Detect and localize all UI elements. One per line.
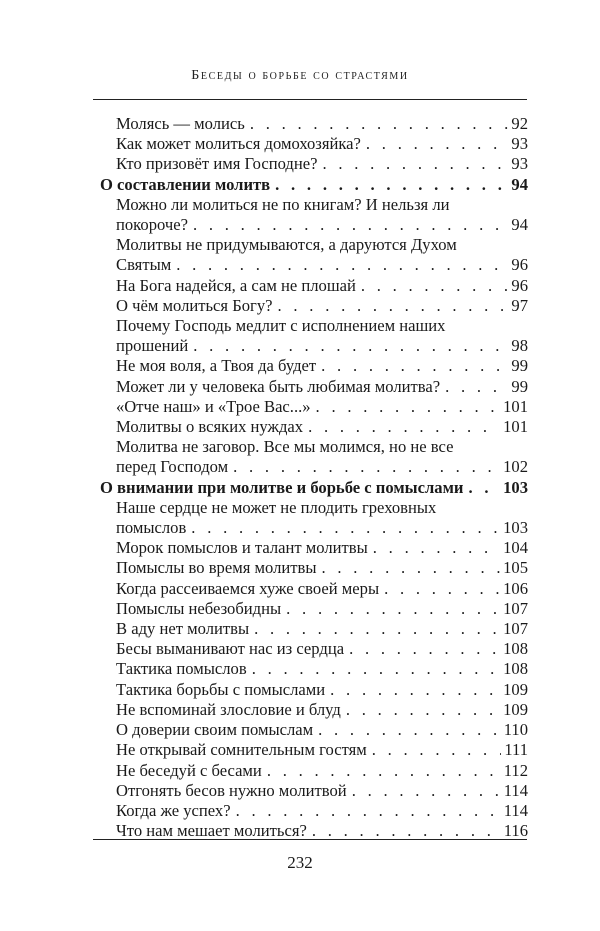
toc-entry-title: Святым	[116, 255, 172, 275]
toc-section	[100, 478, 528, 498]
toc-page-number: 98	[511, 336, 528, 356]
toc-entry-row	[116, 356, 528, 376]
running-header: Беседы о борьбе со страстями	[191, 68, 409, 83]
toc-page-number: 108	[503, 659, 528, 679]
toc-entry-row	[116, 558, 528, 578]
toc-entry-title-line: Можно ли молиться не по книгам? И нельзя ли	[116, 194, 450, 214]
dot-leader	[176, 255, 508, 275]
toc-page-number: 112	[503, 760, 528, 780]
dot-leader	[373, 538, 500, 558]
toc-page-number: 106	[503, 578, 528, 598]
toc-entry-title-line: Почему Господь медлит с исполнением наших	[116, 316, 446, 336]
toc-entry	[100, 801, 528, 821]
toc-entry	[100, 377, 528, 397]
toc-entry-title: Морок помыслов и талант молитвы	[116, 538, 368, 558]
toc-page-number: 103	[503, 518, 528, 538]
toc-entry-title-line: Наше сердце не может не плодить греховных	[116, 497, 437, 517]
dot-leader	[322, 154, 508, 174]
toc-entry	[100, 154, 528, 174]
toc-entry-row	[116, 276, 528, 296]
toc-entry-title: Не моя воля, а Твоя да будет	[116, 356, 317, 376]
toc-entry	[100, 619, 528, 639]
toc-entry-row	[116, 761, 528, 781]
toc-page-number: 105	[503, 558, 528, 578]
toc-entry-row	[116, 397, 528, 417]
toc-page-number: 111	[504, 740, 528, 760]
toc-entry	[100, 356, 528, 376]
toc-entry	[100, 659, 528, 679]
toc-page-number: 99	[511, 356, 528, 376]
dot-leader	[193, 336, 508, 356]
dot-leader	[193, 215, 508, 235]
toc-entry-title: О чём молиться Богу?	[116, 295, 273, 315]
toc-page-number: 116	[503, 821, 528, 841]
dot-leader	[361, 276, 509, 296]
page-number: 232	[287, 853, 313, 872]
toc-entry	[100, 720, 528, 740]
toc-entry-row	[116, 599, 528, 619]
toc-entry-row	[100, 175, 528, 195]
toc-page-number: 107	[503, 619, 528, 639]
toc-entry	[100, 296, 528, 316]
toc-entry-title: Помыслы небезобидны	[116, 598, 282, 618]
toc-entry-row	[100, 478, 528, 498]
toc-entry-row	[116, 134, 528, 154]
dot-leader	[445, 377, 508, 397]
dot-leader	[275, 175, 508, 195]
toc-entry-title: Что нам мешает молиться?	[116, 821, 307, 841]
toc-entry-title: Как может молиться домохозяйка?	[116, 134, 361, 154]
toc-page-number: 96	[511, 275, 528, 295]
dot-leader	[321, 558, 500, 578]
dot-leader	[346, 700, 500, 720]
toc-page-number: 102	[503, 457, 528, 477]
toc-entry-row	[116, 619, 528, 639]
toc-entry	[100, 114, 528, 134]
toc-entry-title: Не беседуй с бесами	[116, 760, 262, 780]
toc-entry-row	[116, 114, 528, 134]
toc-entry	[100, 134, 528, 154]
toc-page-number: 108	[503, 639, 528, 659]
dot-leader	[372, 740, 502, 760]
toc-entry-title: Тактика борьбы с помыслами	[116, 679, 326, 699]
toc-entry	[100, 276, 528, 296]
toc-entry	[100, 316, 528, 356]
toc-entry-row	[116, 700, 528, 720]
toc-entry-row	[116, 781, 528, 801]
toc-entry-title: Кто призовёт имя Господне?	[116, 154, 318, 174]
dot-leader	[349, 639, 500, 659]
dot-leader	[318, 720, 501, 740]
dot-leader	[236, 801, 501, 821]
toc-entry-row	[116, 417, 528, 437]
toc-entry-title: Когда же успех?	[116, 800, 231, 820]
toc-page-number: 101	[503, 396, 528, 416]
toc-entry-row	[116, 518, 528, 538]
dot-leader	[233, 457, 500, 477]
toc-entry	[100, 740, 528, 760]
toc-entry-title: О доверии своим помыслам	[116, 720, 314, 740]
toc-entry-title: Не открывай сомнительным гостям	[116, 740, 367, 760]
footer-rule	[93, 839, 527, 840]
toc-entry-row	[116, 659, 528, 679]
toc-page-number: 114	[503, 800, 528, 820]
toc-entry	[100, 538, 528, 558]
toc-entry-title: В аду нет молитвы	[116, 619, 250, 639]
toc-entry-row	[116, 639, 528, 659]
toc-page-number: 104	[503, 538, 528, 558]
toc-entry-row	[116, 215, 528, 235]
toc-entry	[100, 680, 528, 700]
toc-page-number: 96	[511, 255, 528, 275]
toc-entry-row	[116, 457, 528, 477]
toc-entry-row	[116, 579, 528, 599]
toc-entry-row	[116, 336, 528, 356]
toc-entry-title: На Бога надейся, а сам не плошай	[116, 275, 356, 295]
dot-leader	[316, 397, 501, 417]
toc-entry-row	[116, 296, 528, 316]
toc-entry-row	[116, 720, 528, 740]
toc-entry-row	[116, 154, 528, 174]
toc-entry	[100, 235, 528, 275]
toc-entry	[100, 195, 528, 235]
dot-leader	[191, 518, 500, 538]
toc-entry	[100, 417, 528, 437]
toc-entry-title: Когда рассеиваемся хуже своей меры	[116, 578, 380, 598]
toc-entry-row	[116, 740, 528, 760]
dot-leader	[252, 659, 500, 679]
toc-page-number: 93	[511, 154, 528, 174]
toc-entry-title: Молясь — молись	[116, 114, 245, 133]
toc-page-number: 103	[503, 477, 528, 497]
dot-leader	[384, 579, 500, 599]
toc-entry	[100, 437, 528, 477]
toc-entry	[100, 761, 528, 781]
dot-leader	[250, 114, 509, 134]
toc-entry-title: О составлении молитв	[100, 174, 271, 194]
toc-entry-title-line: Молитвы не придумываются, а даруются Духом	[116, 235, 457, 255]
toc-entry-title: Помыслы во время молитвы	[116, 558, 317, 578]
toc-entry-title-line: Молитва не заговор. Все мы молимся, но не все	[116, 437, 454, 457]
toc-entry	[100, 639, 528, 659]
toc-page-number: 92	[511, 114, 528, 133]
toc-page-number: 93	[511, 134, 528, 154]
toc-entry	[100, 579, 528, 599]
dot-leader	[468, 478, 500, 498]
toc-page-number: 114	[503, 780, 528, 800]
toc-entry-title: прошений	[116, 336, 189, 356]
toc-entry-title: помыслов	[116, 518, 187, 538]
toc-entry-title: Тактика помыслов	[116, 659, 247, 679]
toc-entry	[100, 700, 528, 720]
toc-page-number: 101	[503, 417, 528, 437]
toc-page-number: 109	[503, 699, 528, 719]
dot-leader	[352, 781, 501, 801]
toc-entry-row	[116, 801, 528, 821]
toc-entry-row	[116, 377, 528, 397]
dot-leader	[330, 680, 500, 700]
toc-page-number: 109	[503, 679, 528, 699]
dot-leader	[366, 134, 509, 154]
dot-leader	[254, 619, 500, 639]
toc-entry	[100, 558, 528, 578]
toc-entry-title: Не вспоминай злословие и блуд	[116, 699, 341, 719]
toc-entry-title: Отгонять бесов нужно молитвой	[116, 780, 347, 800]
dot-leader	[321, 356, 508, 376]
dot-leader	[308, 417, 500, 437]
toc-page-number: 97	[511, 295, 528, 315]
toc-entry	[100, 781, 528, 801]
toc-entry-title: покороче?	[116, 215, 188, 235]
toc-entry-title: Молитвы о всяких нуждах	[116, 417, 304, 437]
toc-page-number: 94	[511, 174, 528, 194]
header-rule	[93, 99, 527, 100]
toc-entry-title: О внимании при молитве и борьбе с помыслами	[100, 477, 464, 497]
toc-entry-row	[116, 538, 528, 558]
dot-leader	[286, 599, 500, 619]
dot-leader	[267, 761, 501, 781]
dot-leader	[278, 296, 509, 316]
toc-entry-title: Может ли у человека быть любимая молитва?	[116, 376, 441, 396]
toc-entry-row	[116, 680, 528, 700]
toc-section	[100, 175, 528, 195]
toc-page-number: 110	[503, 720, 528, 740]
table-of-contents	[100, 114, 528, 841]
toc-entry	[100, 599, 528, 619]
toc-entry	[100, 397, 528, 417]
toc-page-number: 99	[511, 376, 528, 396]
toc-entry-title: перед Господом	[116, 457, 229, 477]
toc-entry-title: «Отче наш» и «Трое Вас...»	[116, 396, 311, 416]
toc-page-number: 107	[503, 598, 528, 618]
toc-page-number: 94	[511, 215, 528, 235]
toc-entry	[100, 498, 528, 538]
toc-entry-row	[116, 255, 528, 275]
toc-entry-title: Бесы выманивают нас из сердца	[116, 639, 345, 659]
